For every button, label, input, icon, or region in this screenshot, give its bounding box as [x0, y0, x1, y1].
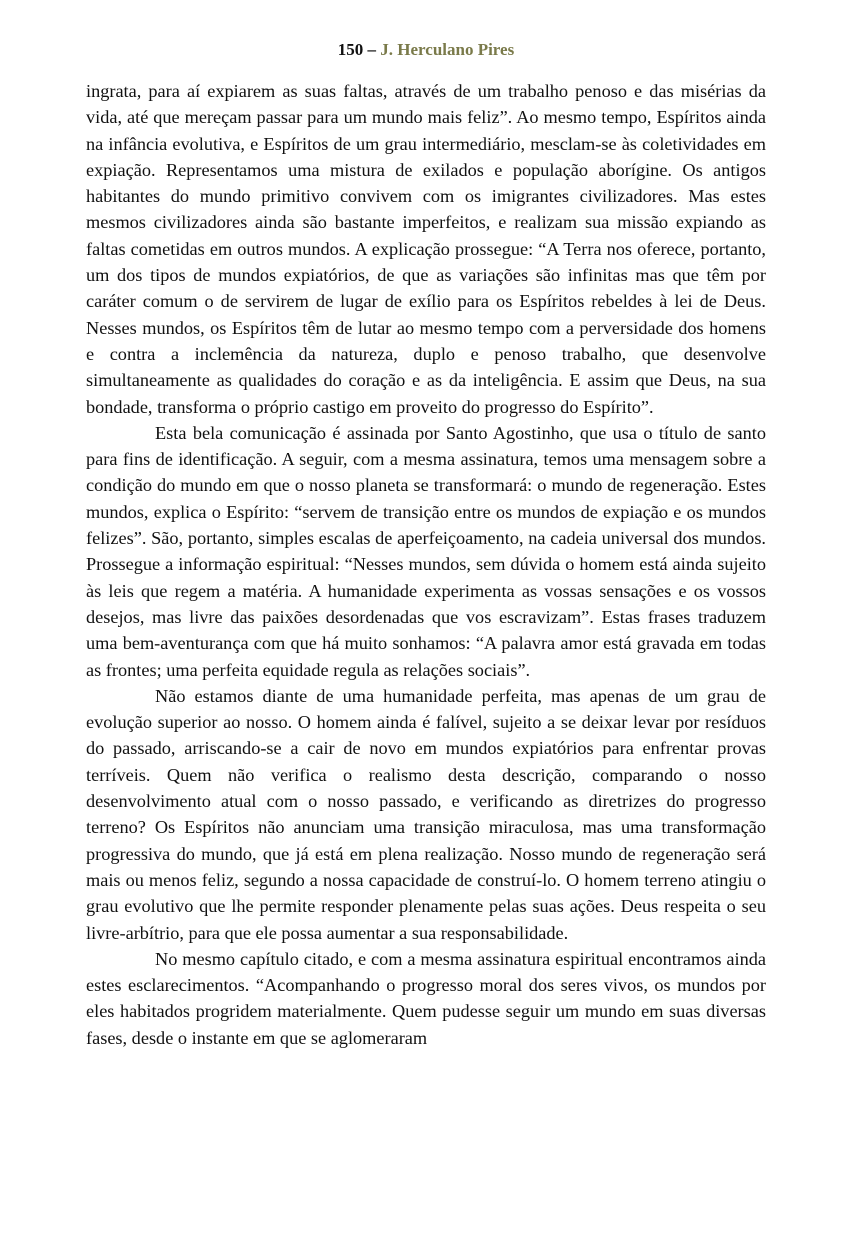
header-separator: – [363, 40, 381, 59]
paragraph: Não estamos diante de uma humanidade perfeita, mas apenas de um grau de evolução superior ao nosso. O homem ainda é falível, sujeito a se deixar levar por resíduos do passado, arriscando-se a cair de novo em mundos expiatórios para enfrentar provas terríveis. Quem não verifica o realismo desta descrição, comparando o nosso desenvolvimento atual com o nosso passado, e verificando as diretrizes do progresso terreno? Os Espíritos não anunciam uma transição miraculosa, mas uma transformação progressiva do mundo, que já está em plena realização. Nosso mundo de regeneração será mais ou menos feliz, segundo a nossa capacidade de construí-lo. O homem terreno atingiu o grau evolutivo que lhe permite responder plenamente pelas suas ações. Deus respeita o seu livre-arbítrio, para que ele possa aumentar a sua responsabilidade. [86, 685, 766, 943]
body-text [86, 78, 766, 1051]
paragraph: No mesmo capítulo citado, e com a mesma assinatura espiritual encontramos ainda estes esclarecimentos. “Acompanhando o progresso moral dos seres vivos, os mundos por eles habitados progridem materialmente. Quem pudesse seguir um mundo em suas diversas fases, desde o instante em que se aglomeraram [86, 948, 766, 1048]
document-page [86, 38, 766, 1051]
author-name: J. Herculano Pires [380, 40, 515, 59]
paragraph: Esta bela comunicação é assinada por Santo Agostinho, que usa o título de santo para fins de identificação. A seguir, com a mesma assinatura, temos uma mensagem sobre a condição do mundo em que o nosso planeta se transformará: o mundo de regeneração. Estes mundos, explica o Espírito: “servem de transição entre os mundos de expiação e os mundos felizes”. São, portanto, simples escalas de aperfeiçoamento, na cadeia universal dos mundos. Prossegue a informação espiritual: “Nesses mundos, sem dúvida o homem está ainda sujeito às leis que regem a matéria. A humanidade experimenta as vossas sensações e os vossos desejos, mas livre das paixões desordenadas que vos escravizam”. Estas frases traduzem uma bem-aventurança com que há muito sonhamos: “A palavra amor está gravada em todas as frontes; uma perfeita equidade regula as relações sociais”. [86, 422, 766, 680]
page-number: 150 [337, 40, 364, 59]
running-header [86, 38, 766, 62]
paragraph-continuation: ingrata, para aí expiarem as suas faltas, através de um trabalho penoso e das misérias da vida, até que mereçam passar para um mundo mais feliz”. Ao mesmo tempo, Espíritos ainda na infância evolutiva, e Espíritos de um grau intermediário, mesclam-se às coletividades em expiação. Representamos uma mistura de exilados e população aborígine. Os antigos habitantes do mundo primitivo convivem com os imigrantes civilizadores. Mas estes mesmos civilizadores ainda são bastante imperfeitos, e realizam sua missão expiando as faltas cometidas em outros mundos. A explicação prossegue: “A Terra nos oferece, portanto, um dos tipos de mundos expiatórios, de que as variações são infinitas mas que têm por caráter comum o de servirem de lugar de exílio para os Espíritos rebeldes à lei de Deus. Nesses mundos, os Espíritos têm de lutar ao mesmo tempo com a perversidade dos homens e contra a inclemência da natureza, duplo e penoso trabalho, que desenvolve simultaneamente as qualidades do coração e as da inteligência. E assim que Deus, na sua bondade, transforma o próprio castigo em proveito do progresso do Espírito”. [86, 81, 766, 417]
